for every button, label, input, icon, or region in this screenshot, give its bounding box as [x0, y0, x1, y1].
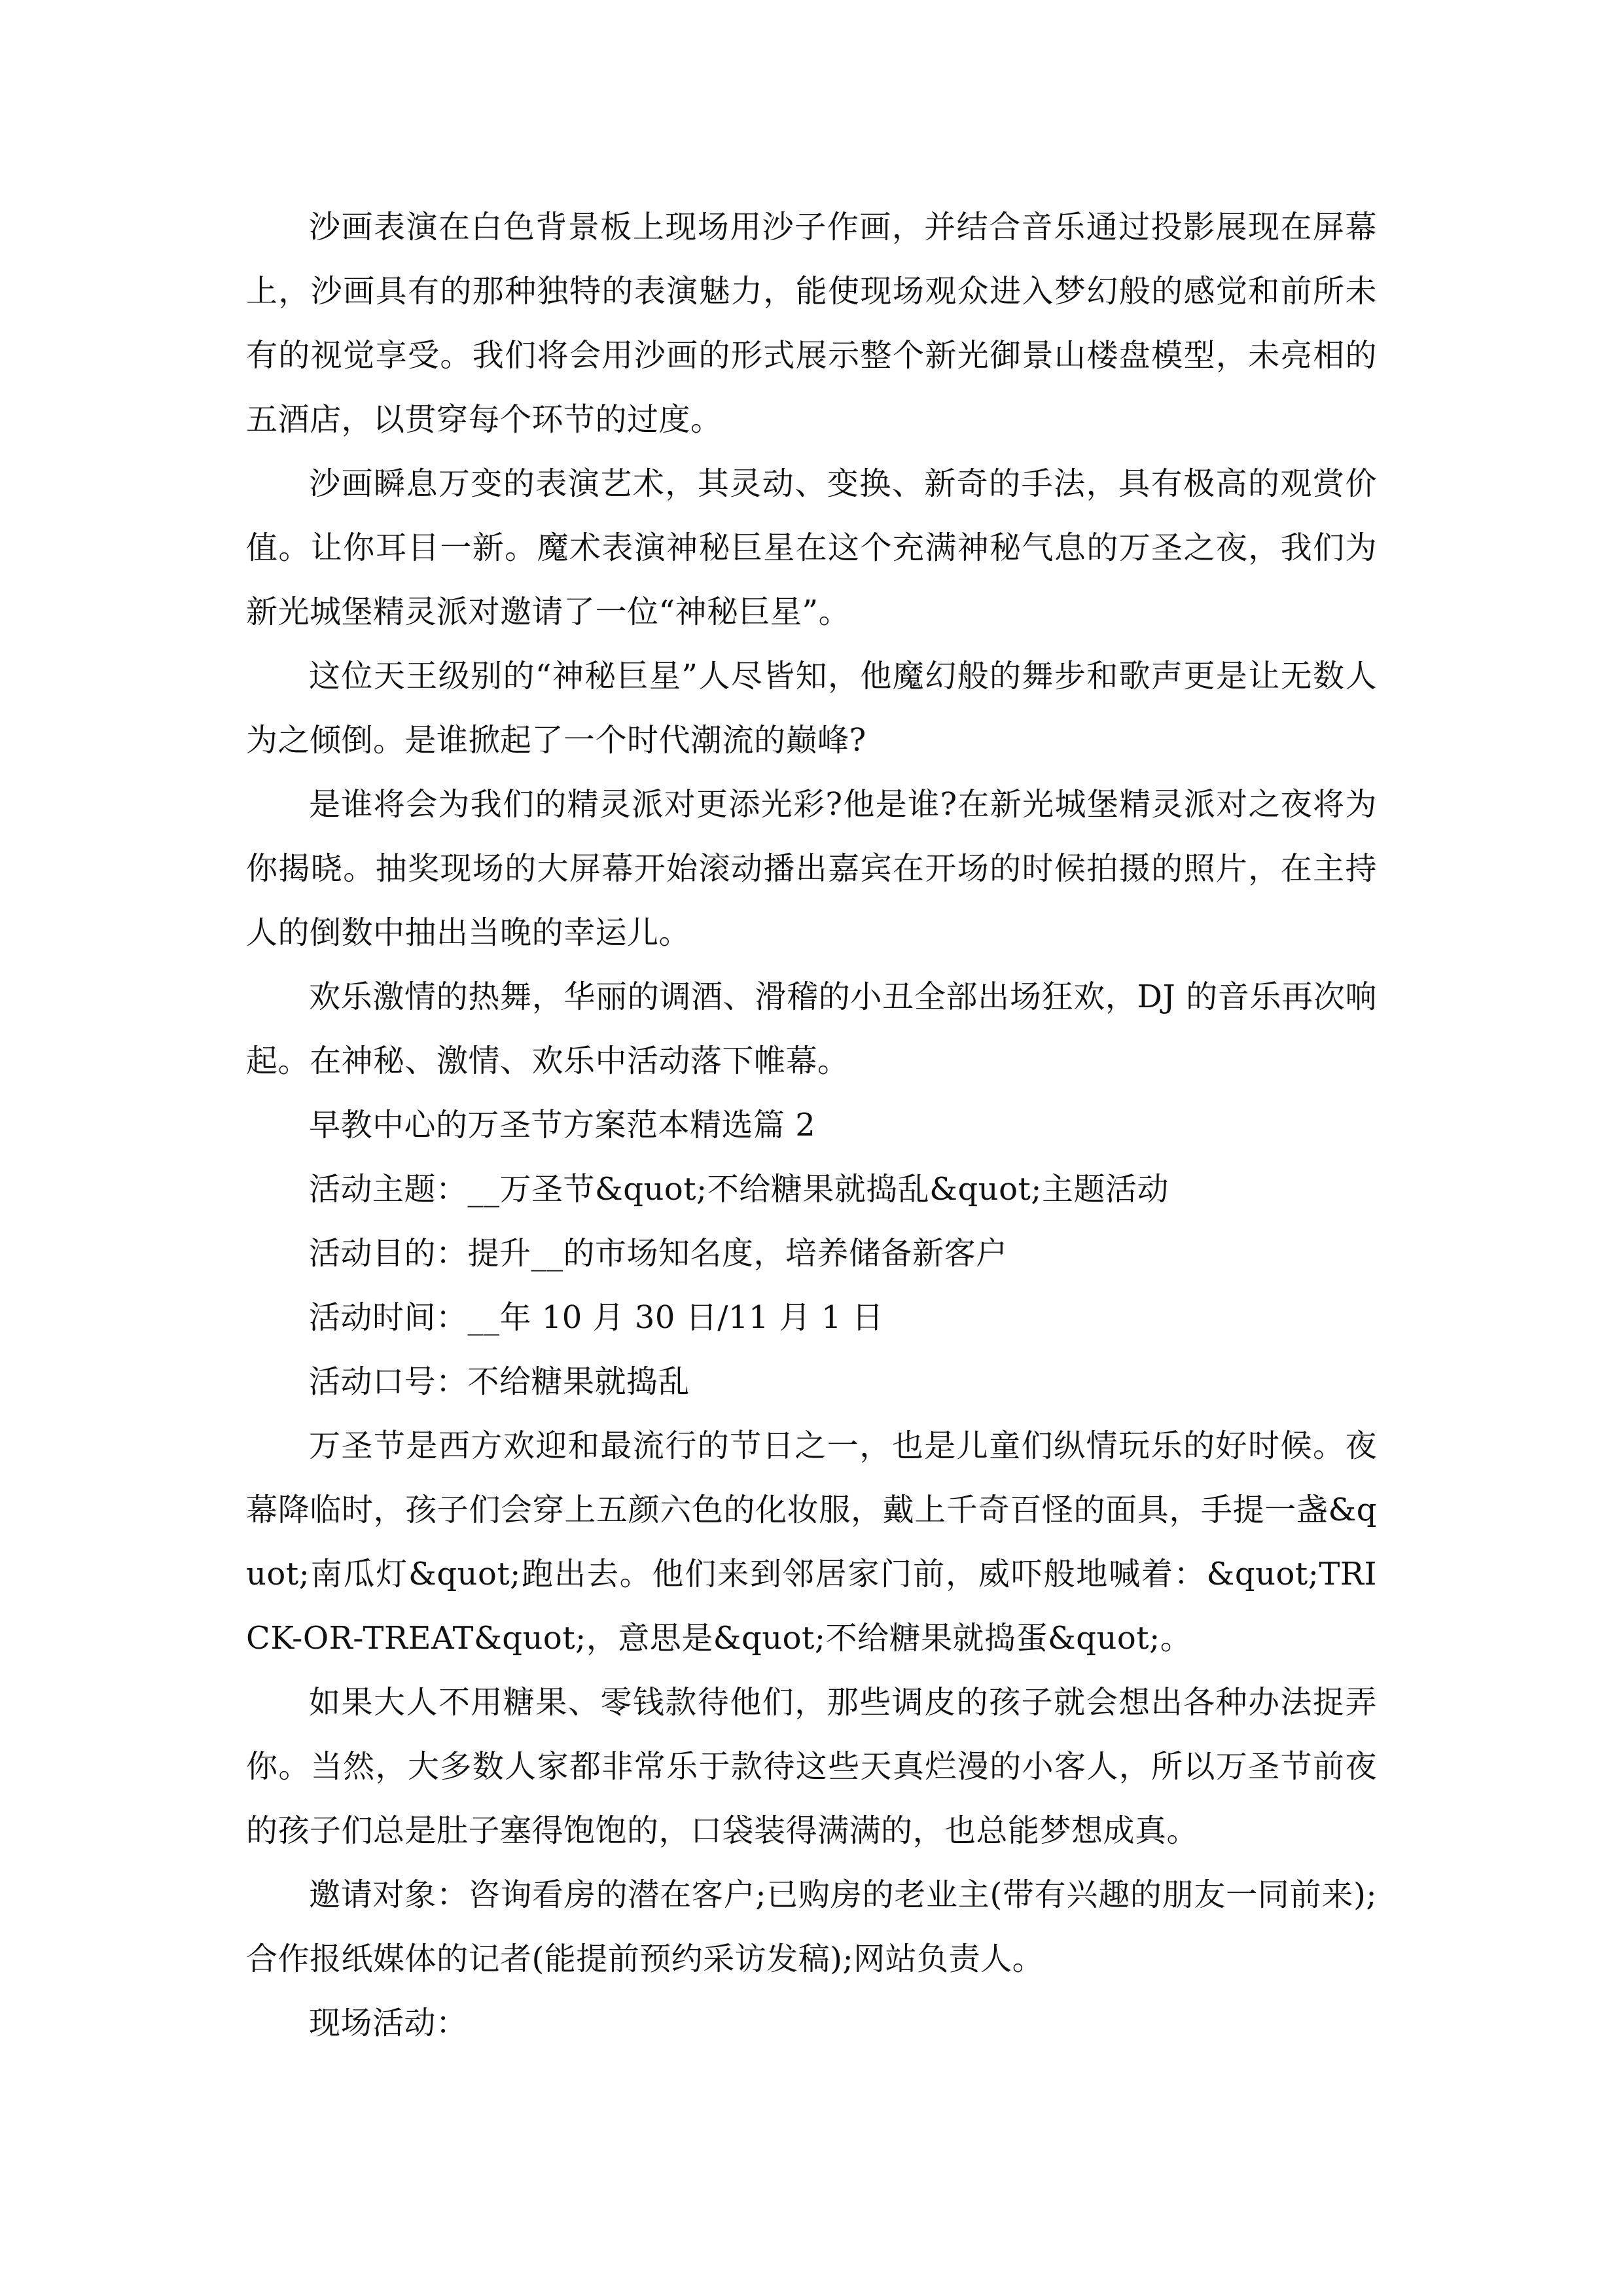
invited-guests: 邀请对象：咨询看房的潜在客户;已购房的老业主(带有兴趣的朋友一同前来);合作报纸媒体的记者(能提前预约采访发稿);网站负责人。: [246, 1876, 1377, 1977]
paragraph-mystery-star: 这位天王级别的“神秘巨星”人尽皆知，他魔幻般的舞步和歌声更是让无数人为之倾倒。是谁掀起了一个时代潮流的巅峰?: [246, 658, 1377, 759]
paragraph-lottery: 是谁将会为我们的精灵派对更添光彩?他是谁?在新光城堡精灵派对之夜将为你揭晓。抽奖现场的大屏幕开始滚动播出嘉宾在开场的时候拍摄的照片，在主持人的倒数中抽出当晚的幸运儿。: [246, 786, 1377, 951]
activity-theme: 活动主题：__万圣节&quot;不给糖果就捣乱&quot;主题活动: [309, 1171, 1169, 1208]
activity-time: 活动时间：__年 10 月 30 日/11 月 1 日: [309, 1299, 884, 1336]
paragraph-halloween-treats: 如果大人不用糖果、零钱款待他们，那些调皮的孩子就会想出各种办法捉弄你。当然，大多数人家都非常乐于款待这些天真烂漫的小客人，所以万圣节前夜的孩子们总是肚子塞得饱饱的，口袋装得满满的，也总能梦想成真。: [246, 1684, 1377, 1849]
paragraph-sand-painting-art: 沙画瞬息万变的表演艺术，其灵动、变换、新奇的手法，具有极高的观赏价值。让你耳目一新。魔术表演神秘巨星在这个充满神秘气息的万圣之夜，我们为新光城堡精灵派对邀请了一位“神秘巨星”。: [246, 465, 1377, 630]
paragraph-halloween-background: 万圣节是西方欢迎和最流行的节日之一，也是儿童们纵情玩乐的好时候。夜幕降临时，孩子们会穿上五颜六色的化妆服，戴上千奇百怪的面具，手提一盏&quot;南瓜灯&quot;跑出去。他们来到邻居家门前，威吓般地喊着：&quot;TRICK-OR-TREAT&quot;，意思是&quot;不给糖果就捣蛋&quot;。: [246, 1427, 1377, 1657]
section-heading: 早教中心的万圣节方案范本精选篇 2: [309, 1107, 816, 1143]
paragraph-sand-painting-intro: 沙画表演在白色背景板上现场用沙子作画，并结合音乐通过投影展现在屏幕上，沙画具有的那种独特的表演魅力，能使现场观众进入梦幻般的感觉和前所未有的视觉享受。我们将会用沙画的形式展示整个新光御景山楼盘模型，未亮相的五酒店，以贯穿每个环节的过度。: [246, 209, 1377, 438]
paragraph-finale: 欢乐激情的热舞，华丽的调酒、滑稽的小丑全部出场狂欢，DJ 的音乐再次响起。在神秘、激情、欢乐中活动落下帷幕。: [246, 978, 1377, 1079]
document-body: [246, 195, 1377, 2055]
activity-slogan: 活动口号：不给糖果就捣乱: [309, 1363, 690, 1400]
onsite-activities-heading: 现场活动：: [309, 2005, 468, 2041]
activity-purpose: 活动目的：提升__的市场知名度，培养储备新客户: [309, 1235, 1008, 1272]
